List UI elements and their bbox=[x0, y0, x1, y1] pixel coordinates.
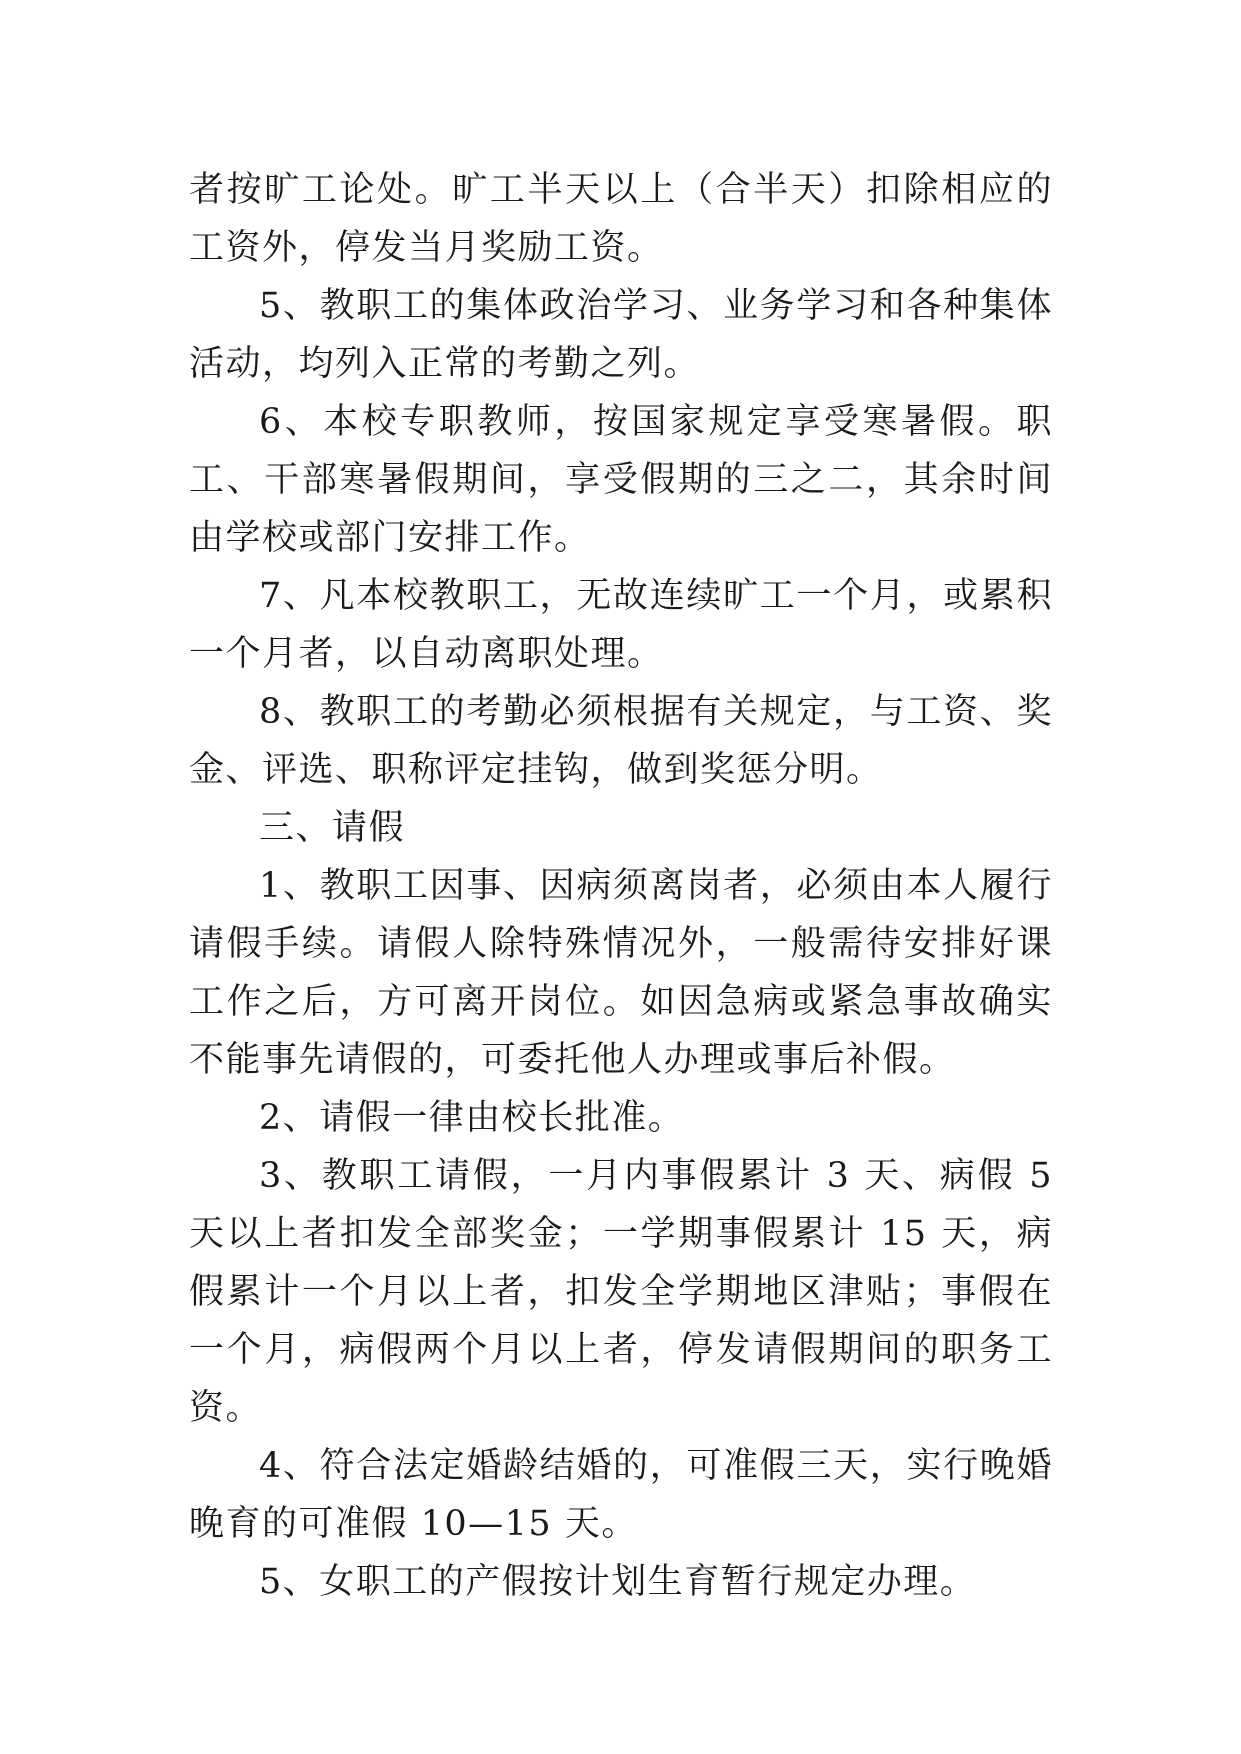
paragraph-item-8: 8、教职工的考勤必须根据有关规定，与工资、奖金、评选、职称评定挂钩，做到奖惩分明。 bbox=[189, 692, 1053, 790]
paragraph-leave-item-1: 1、教职工因事、因病须离岗者，必须由本人履行请假手续。请假人除特殊情况外，一般需待安排好课工作之后，方可离开岗位。如因急病或紧急事故确实不能事先请假的，可委托他人办理或事后补假。 bbox=[189, 866, 1053, 1080]
paragraph-item-6: 6、本校专职教师，按国家规定享受寒暑假。职工、干部寒暑假期间，享受假期的三之二，其余时间由学校或部门安排工作。 bbox=[189, 402, 1053, 558]
document-body bbox=[189, 161, 1053, 1611]
paragraph-leave-item-2: 2、请假一律由校长批准。 bbox=[259, 1098, 685, 1138]
paragraph-leave-item-4: 4、符合法定婚龄结婚的，可准假三天，实行晚婚晚育的可准假 10—15 天。 bbox=[189, 1446, 1053, 1544]
section-heading-leave: 三、请假 bbox=[259, 808, 406, 848]
paragraph-leave-item-3: 3、教职工请假，一月内事假累计 3 天、病假 5 天以上者扣发全部奖金；一学期事假累计 15 天，病假累计一个月以上者，扣发全学期地区津贴；事假在一个月，病假两个月以上者，停发请假期间的职务工资。 bbox=[189, 1156, 1053, 1428]
paragraph-leave-item-5: 5、女职工的产假按计划生育暂行规定办理。 bbox=[259, 1562, 977, 1602]
paragraph-item-7: 7、凡本校教职工，无故连续旷工一个月，或累积一个月者，以自动离职处理。 bbox=[189, 576, 1053, 674]
paragraph-continuation: 者按旷工论处。旷工半天以上（合半天）扣除相应的工资外，停发当月奖励工资。 bbox=[189, 170, 1053, 268]
paragraph-item-5: 5、教职工的集体政治学习、业务学习和各种集体活动，均列入正常的考勤之列。 bbox=[189, 286, 1053, 384]
